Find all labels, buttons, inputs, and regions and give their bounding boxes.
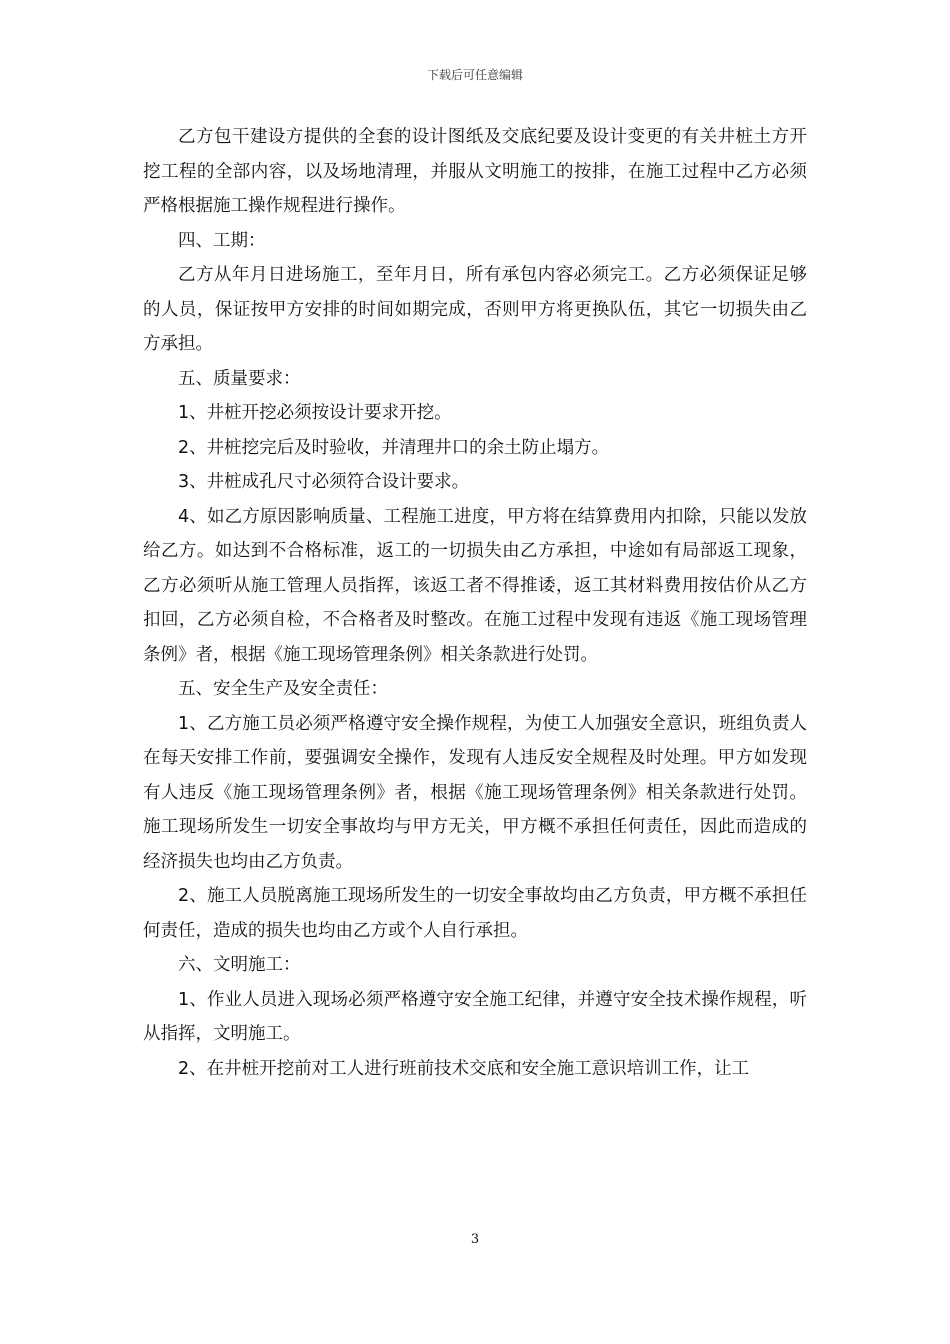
document-body — [143, 120, 807, 1086]
paragraph-quality-1: 1、井桩开挖必须按设计要求开挖。 — [178, 403, 452, 423]
paragraph-quality-4: 4、如乙方原因影响质量、工程施工进度，甲方将在结算费用内扣除，只能以发放给乙方。如达到不合格标准，返工的一切损失由乙方承担，中途如有局部返工现象，乙方必须听从施工管理人员指挥，该返工者不得推诿，返工其材料费用按估价从乙方扣回，乙方必须自检，不合格者及时整改。在施工过程中发现有违返《施工现场管理条例》者，根据《施工现场管理条例》相关条款进行处罚。 — [143, 506, 807, 665]
page-header-note: 下载后可任意编辑 — [426, 68, 523, 82]
heading-quality: 五、质量要求： — [178, 368, 301, 389]
paragraph-civilized-1: 1、作业人员进入现场必须严格遵守安全施工纪律，并遵守安全技术操作规程，听从指挥，文明施工。 — [143, 989, 807, 1044]
paragraph-scope: 乙方包干建设方提供的全套的设计图纸及交底纪要及设计变更的有关井桩土方开挖工程的全部内容，以及场地清理，并服从文明施工的按排，在施工过程中乙方必须严格根据施工操作规程进行操作。 — [143, 127, 807, 216]
heading-schedule: 四、工期： — [178, 230, 266, 251]
heading-civilized-construction: 六、文明施工： — [178, 955, 301, 975]
paragraph-quality-3: 3、井桩成孔尺寸必须符合设计要求。 — [178, 472, 470, 492]
paragraph-safety-2: 2、施工人员脱离施工现场所发生的一切安全事故均由乙方负责，甲方概不承担任何责任，造成的损失也均由乙方或个人自行承担。 — [143, 886, 807, 941]
page-number: 3 — [470, 1232, 480, 1247]
paragraph-quality-2: 2、井桩挖完后及时验收，并清理井口的余土防止塌方。 — [178, 437, 610, 458]
paragraph-schedule: 乙方从年月日进场施工，至年月日，所有承包内容必须完工。乙方必须保证足够的人员，保证按甲方安排的时间如期完成，否则甲方将更换队伍，其它一切损失由乙方承担。 — [143, 265, 807, 354]
paragraph-civilized-2: 2、在井桩开挖前对工人进行班前技术交底和安全施工意识培训工作，让工 — [178, 1058, 750, 1079]
paragraph-safety-1: 1、乙方施工员必须严格遵守安全操作规程，为使工人加强安全意识，班组负责人在每天安排工作前，要强调安全操作，发现有人违反安全规程及时处理。甲方如发现有人违反《施工现场管理条例》者，根据《施工现场管理条例》相关条款进行处罚。施工现场所发生一切安全事故均与甲方无关，甲方概不承担任何责任，因此而造成的经济损失也均由乙方负责。 — [143, 713, 807, 872]
heading-safety: 五、安全生产及安全责任： — [178, 679, 388, 699]
